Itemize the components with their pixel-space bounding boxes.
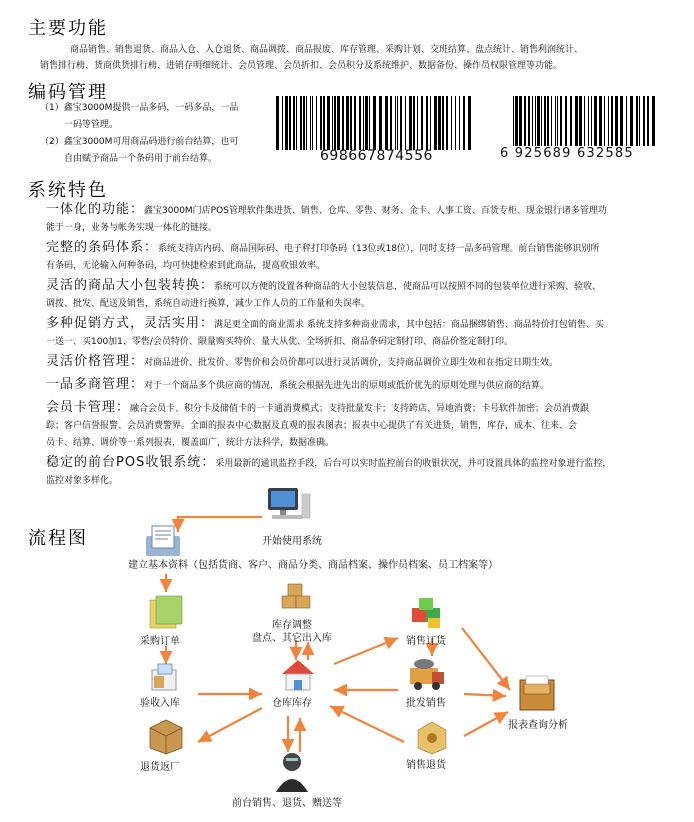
feature-text: 对商品进价、批发价、零售价和会员价都可以进行灵活调价，支持商品调价立即生效和在指定日期生效。 [144,358,559,368]
warehouse-icon [282,660,314,690]
document-icon [146,526,180,556]
return-box-icon [150,720,182,754]
truck-icon [410,659,444,690]
arrow-warehouse-to-return [198,708,262,742]
feature-title: 多种促销方式，灵活实用： [46,316,215,331]
arrow-return-to-warehouse [330,706,404,742]
feature-text: 踪；客户信誉报警、会员消费警界。全面的报表中心数据及直观的报表图表；报表中心提供了有关进货，销售，库存，成本、往来、会 [46,421,578,431]
section-title-encoding: 编码管理 [28,82,108,103]
flow-node-return-factory: 退货返厂 [140,762,180,773]
flow-node-report: 报表查询分析 [508,720,568,731]
encoding-p1a: （1）鑫宝3000M提供一品多码，一码多品，一品 [40,103,239,113]
feature-title: 一品多商管理： [46,377,145,392]
arrow-warehouse-to-order [334,638,398,664]
return-package-icon [418,722,446,754]
feature-text: 鑫宝3000M门店POS管理软件集进货、销售、仓库、零售、财务、金卡、人事工资、百货专柜、现金银行诸多管理功 [144,206,607,216]
feature-title: 稳定的前台POS收银系统： [46,455,216,470]
feature-text: 采用最新的通讯监控手段，后台可以实时监控前台的收银状况，并可设置具体的监控对象进行监控， [215,459,612,469]
arrow-wholesale-to-report [464,694,506,696]
flow-node-receive: 验收入库 [140,698,180,709]
feature-text: 系统可以方便的设置各种商品的大小包装信息，使商品可以按照不同的包装单位进行采购、验收、 [214,282,602,292]
main-functions-line1: 商品销售、销售退货、商品入仓、入仓退货、商品调拨、商品报废、库存管理、采购计划、交班结算、盘点统计、销售利润统计、 [70,45,584,55]
feature-text: 系统支持店内码、商品国际码、电子秤打印条码（13位或18位），同时支持一品多码管理。前台销售能够识别所 [158,244,600,254]
encoding-p2b: 自由赋予商品一个条码用于前台结算。 [64,154,218,164]
feature-text: 有条码，无论输入何种条码，均可快捷检索到此商品，提高收银效率。 [46,261,326,271]
feature-text: 满足更全面的商业需求 系统支持多种商业需求，其中包括：商品捆绑销售、商品特价打包销售、买 [214,320,604,330]
flow-node-sales-return: 销售退货 [406,760,446,771]
barcode-number-1: 698667874556 [320,148,433,164]
feature-text: 能于一身，业务与帐务实现一体化的链接。 [46,223,218,233]
feature-text: 融合会员卡、积分卡及储值卡的一卡通消费模式；支持批量发卡；支持跨店、异地消费；卡号软件加密；会员消费跟 [130,404,590,414]
feature-title: 灵活的商品大小包装转换： [46,278,215,293]
feature-text: 调拨、批发、配送及销售，系统自动进行换算，减少工作人员的工作量和失误率。 [46,299,371,309]
folder-icon [150,596,182,628]
section-title-flowchart: 流程图 [28,528,88,549]
flow-node-start: 开始使用系统 [262,536,322,547]
encoding-p2a: （2）鑫宝3000M可用商品码进行前台结算，也可 [40,137,239,147]
section-title-features: 系统特色 [28,180,108,201]
main-functions-line2: 销售排行榜、货商供货排行榜、进销存明细统计、会员管理、会员折扣、会员积分及系统维护、数据备份、操作员权限管理等功能。 [40,61,563,71]
colored-cubes-icon [412,598,440,628]
flow-node-front-sales: 前台销售、退货、赠送等 [232,798,342,809]
flow-node-wholesale: 批发销售 [406,698,446,709]
feature-text: 监控对象多样化。 [46,476,119,486]
encoding-p1b: 一码等管理。 [64,120,119,130]
stacked-boxes-icon [282,584,310,608]
flow-node-stock-adjust-2: 盘点、其它出入库 [252,633,332,644]
flow-node-purchase-order: 采购订单 [140,636,180,647]
flow-node-sales-order: 销售订货 [406,636,446,647]
computer-icon [268,488,310,519]
cashier-person-icon [276,753,308,792]
flow-node-setup: 建立基本资料（包括货商、客户、商品分类、商品档案、操作员档案、员工档案等） [128,560,498,571]
section-title-main-functions: 主要功能 [28,18,108,39]
flow-node-warehouse: 仓库库存 [272,698,312,709]
barcode-number-2: 6 925689 632585 [500,146,634,161]
flow-node-stock-adjust-1: 库存调整 [272,620,312,631]
arrow-return-to-report [464,712,508,736]
feature-title: 完整的条码体系： [46,240,159,255]
arrow-start-to-setup [178,517,262,532]
feature-title: 灵活价格管理： [46,354,145,369]
box-delivery-icon [152,664,176,690]
feature-text: 一送一、买100加1、零售/会员特价、限量购买特价、量大从优、全场折扣、商品条码定制打印、商品价签定制打印。 [46,337,513,347]
file-cabinet-icon [520,676,554,710]
feature-text: 对于一个商品多个供应商的情况，系统会根据先进先出的原则或低价优先的原则处理与供应商的结算。 [144,381,550,391]
feature-text: 员卡、结算、调价等一系列报表，覆盖面广，统计方法科学，数据准确。 [46,438,335,448]
feature-title: 会员卡管理： [46,400,131,415]
arrow-order-to-report [462,628,510,690]
feature-title: 一体化的功能： [46,202,145,217]
